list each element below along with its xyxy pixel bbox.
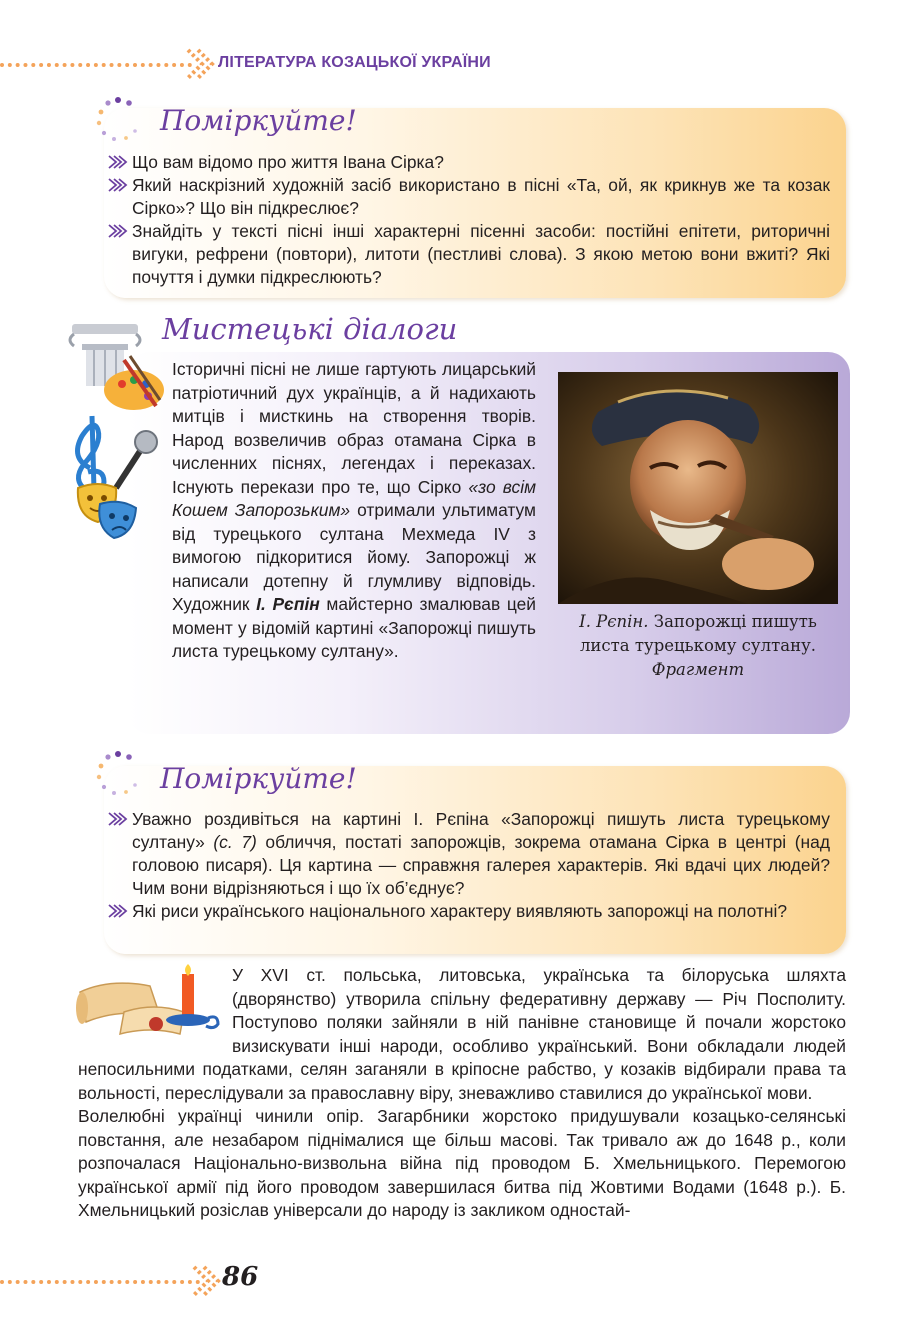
list-item: Які риси українського національного характеру виявляють запорожці на полотні? xyxy=(108,900,830,923)
page-number: 86 xyxy=(222,1262,259,1292)
list-item: Знайдіть у тексті пісні інші характерні пісенні засоби: постійні епітети, риторичні вигуки, рефрени (повтори), литоти (пестливі слова). З якою метою вони вжиті? Які почуття і думки підкреслюють? xyxy=(108,220,830,289)
paragraph-2: Волелюбні українці чинили опір. Загарбники жорстоко придушували козацько-селянські повстання, але незабаром піднімалися ще більш масові. Так тривало аж до 1648 р., коли розпочалася Національно-визвольна війна під проводом Б. Хмельницького. Перемогою української армії під його проводом завершилася битва під Жовтими Водами (1648 р.). Б. Хмельницький розіслав універсали до народу із закликом одностай- xyxy=(78,1106,846,1220)
microphone-icon xyxy=(116,431,157,488)
section-title: ЛІТЕРАТУРА КОЗАЦЬКОЇ УКРАЇНИ xyxy=(218,54,491,71)
body-text xyxy=(78,964,846,1223)
paragraph-1: У XVI ст. польська, литовська, українська та білоруська шляхта (дворянство) утворила спільну федеративну державу — Річ Посполиту. Поступово поляки зайняли в ній панівне становище й почали жорстоко визискувати інші народи, особливо український. Вони обкладали людей непосильними податками, селян заганяли в кріпосне рабство, у козаків відбирали права та вольності, переслідували за православну віру, зневажливо ставилися до української мови. xyxy=(78,965,846,1103)
arrow-bullet-icon xyxy=(108,812,128,826)
list-item: Який наскрізний художній засіб використано в пісні «Та, ой, як крикнув же та козак Сірко»? Що він підкреслює? xyxy=(108,174,830,220)
art-dialog-text: Історичні пісні не лише гартують лицарський патріотичний дух українців, а й надихають митців і мисткинь на створення творів. Народ возвеличив образ отамана Сірка в численних піснях, легендах і переказах. Існують перекази про те, що Сірко «зо всім Кошем Запорозьким» отримали ультиматум від турецького султана Мехмеда IV з вимогою підкоритися йому. Запорожці ж написали дотепну й глумливу відповідь. Художник І. Рєпін майстерно змалював цей момент у відомій картині «Запорожці пишуть листа турецькому султану». xyxy=(172,359,536,661)
arrow-bullet-icon xyxy=(108,904,128,918)
arts-icons-illustration xyxy=(64,320,174,550)
theatre-masks-icon xyxy=(78,484,136,538)
question-list-1 xyxy=(108,151,830,289)
list-item: Уважно роздивіться на картині І. Рєпіна «Запорожці пишуть листа турецькому султану» (с. 7) обличчя, постаті запорожців, зокрема отамана Сірка в центрі (над головою писаря). Ця картина — справжня галерея характерів. Які вдачі цих людей? Чим вони відрізняються і що їх об’єднує? xyxy=(108,808,830,900)
arrow-bullet-icon xyxy=(108,178,128,192)
arrow-bullet-icon xyxy=(108,155,128,169)
list-item: Що вам відомо про життя Івана Сірка? xyxy=(108,151,830,174)
painting-caption: І. Рєпін. Запорожці пишуть листа турецькому султану. Фрагмент xyxy=(579,612,817,679)
art-dialog-title: Мистецькі діалоги xyxy=(162,312,458,346)
header-dotted-line xyxy=(0,63,192,67)
dots-swirl-icon xyxy=(94,94,142,142)
footer-dotted-line xyxy=(0,1280,200,1284)
dots-swirl-icon xyxy=(94,748,142,796)
think-title-2: Поміркуйте! xyxy=(160,762,357,795)
think-title-1: Поміркуйте! xyxy=(160,104,357,137)
chevron-right-icon xyxy=(190,1263,224,1299)
chevron-right-icon xyxy=(184,46,218,82)
arrow-bullet-icon xyxy=(108,224,128,238)
repin-painting-image xyxy=(558,372,838,604)
question-list-2 xyxy=(108,808,830,923)
